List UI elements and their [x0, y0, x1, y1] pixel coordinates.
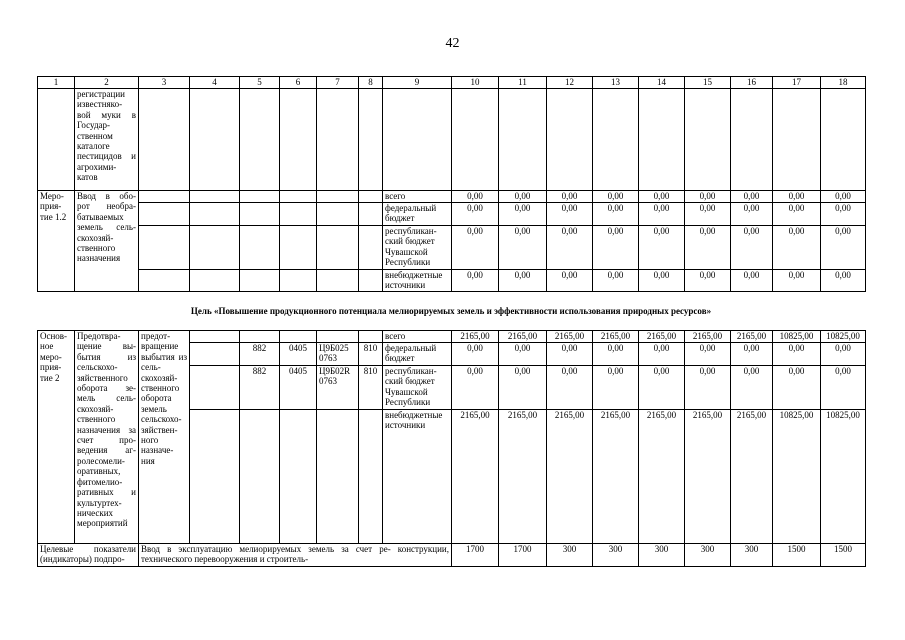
column-number: 17 — [773, 77, 821, 89]
table-cell — [190, 270, 240, 292]
table-cell — [139, 270, 190, 292]
expense-type: 810 — [359, 343, 383, 366]
value-cell: 10825,00 — [773, 410, 821, 544]
column-number: 14 — [639, 77, 685, 89]
value-cell: 10825,00 — [773, 331, 821, 343]
table-cell — [240, 191, 280, 203]
value-cell: 2165,00 — [685, 331, 731, 343]
table-cell — [139, 191, 190, 203]
table-cell — [359, 191, 383, 203]
column-number: 13 — [593, 77, 639, 89]
measure-name: Предотвра- щение вы- бытия из сельскохо- зяйственного оборота зе- мель сель- скохозяй- ственного назначения за счет про- ведения аг- ролесомели- оративных, фитомелио- ративных и культуртех- нических мероприятий — [75, 331, 139, 544]
table-cell — [317, 203, 359, 226]
value-cell: 2165,00 — [452, 331, 499, 343]
column-number: 1 — [38, 77, 75, 89]
value-cell: 2165,00 — [547, 410, 593, 544]
value-cell: 0,00 — [452, 343, 499, 366]
value-cell: 0,00 — [452, 203, 499, 226]
value-cell: 0,00 — [685, 226, 731, 270]
funding-source: федеральный бюджет — [383, 343, 452, 366]
table-cell — [190, 89, 240, 191]
value-cell: 0,00 — [593, 270, 639, 292]
indicator-value: 300 — [593, 544, 639, 567]
table-cell — [280, 89, 317, 191]
value-cell: 0,00 — [773, 203, 821, 226]
table-cell — [773, 89, 821, 191]
value-cell: 0,00 — [547, 270, 593, 292]
table-cell — [280, 226, 317, 270]
page-number: 42 — [445, 36, 460, 51]
indicator-value: 1500 — [773, 544, 821, 567]
section-code: 0405 — [280, 366, 317, 410]
table-cell — [821, 89, 866, 191]
table-cell — [317, 191, 359, 203]
table-cell — [452, 89, 499, 191]
column-number: 9 — [383, 77, 452, 89]
table-cell — [240, 203, 280, 226]
section-code — [280, 410, 317, 544]
table-cell — [731, 89, 773, 191]
table-cell — [190, 343, 240, 366]
table-cell — [547, 89, 593, 191]
value-cell: 0,00 — [639, 191, 685, 203]
table-cell — [359, 226, 383, 270]
admin-code: 882 — [240, 343, 280, 366]
table-cell — [240, 226, 280, 270]
expense-type: 810 — [359, 366, 383, 410]
value-cell: 0,00 — [593, 366, 639, 410]
value-cell: 2165,00 — [547, 331, 593, 343]
target-code — [317, 331, 359, 343]
value-cell: 0,00 — [499, 343, 547, 366]
table-cell — [139, 203, 190, 226]
measure-name-cont: регистрации известняко- вой муки в Государ- ственном каталоге пестицидов и агрохими- катов — [75, 89, 139, 191]
value-cell: 2165,00 — [731, 331, 773, 343]
value-cell: 0,00 — [547, 203, 593, 226]
table-cell — [359, 270, 383, 292]
table-cell — [190, 191, 240, 203]
value-cell: 0,00 — [547, 191, 593, 203]
value-cell: 0,00 — [685, 191, 731, 203]
column-number: 4 — [190, 77, 240, 89]
table-cell — [280, 270, 317, 292]
table-cell — [499, 89, 547, 191]
value-cell: 2165,00 — [452, 410, 499, 544]
table-cell — [685, 89, 731, 191]
target-code — [317, 410, 359, 544]
indicator-value: 300 — [547, 544, 593, 567]
funding-source: республикан- ский бюджет Чувашской Республики — [383, 226, 452, 270]
measure-name: Ввод в обо- рот необра- батываемых земель сель- скохозяй- ственного назначения — [75, 191, 139, 292]
table-cell — [190, 226, 240, 270]
value-cell: 0,00 — [821, 366, 866, 410]
value-cell: 0,00 — [639, 226, 685, 270]
value-cell: 2165,00 — [639, 410, 685, 544]
value-cell: 0,00 — [731, 366, 773, 410]
value-cell: 0,00 — [639, 270, 685, 292]
section-code: 0405 — [280, 343, 317, 366]
value-cell: 0,00 — [593, 343, 639, 366]
budget-table-top — [37, 76, 866, 292]
goal-line: Цель «Повышение продукционного потенциала мелиорируемых земель и эффективности использования природных ресурсов» — [190, 306, 712, 316]
indicator-value: 1700 — [499, 544, 547, 567]
expense-type — [359, 331, 383, 343]
value-cell: 2165,00 — [685, 410, 731, 544]
table-cell — [359, 203, 383, 226]
value-cell: 2165,00 — [731, 410, 773, 544]
value-cell: 0,00 — [452, 191, 499, 203]
value-cell: 0,00 — [499, 203, 547, 226]
value-cell: 0,00 — [731, 203, 773, 226]
funding-source: всего — [383, 191, 452, 203]
target-code: Ц9Б025 0763 — [317, 343, 359, 366]
value-cell: 0,00 — [773, 226, 821, 270]
table-cell — [190, 331, 240, 343]
value-cell: 0,00 — [593, 203, 639, 226]
measure-1-2-row — [38, 226, 866, 270]
value-cell: 0,00 — [639, 366, 685, 410]
measure-2-row — [38, 331, 866, 343]
indicator-value: 300 — [731, 544, 773, 567]
value-cell: 2165,00 — [639, 331, 685, 343]
funding-source: внебюджетные источники — [383, 270, 452, 292]
column-number: 18 — [821, 77, 866, 89]
measure-1-2-row — [38, 270, 866, 292]
value-cell: 0,00 — [593, 191, 639, 203]
value-cell: 0,00 — [685, 366, 731, 410]
indicators-text: Ввод в эксплуатацию мелиорируемых земель за счет ре- конструкции, технического перевооружения и строитель- — [139, 544, 452, 567]
value-cell: 0,00 — [452, 270, 499, 292]
column-number: 3 — [139, 77, 190, 89]
column-number: 7 — [317, 77, 359, 89]
column-number: 11 — [499, 77, 547, 89]
value-cell: 0,00 — [685, 203, 731, 226]
funding-source: всего — [383, 331, 452, 343]
table-cell — [38, 89, 75, 191]
admin-code: 882 — [240, 366, 280, 410]
value-cell: 0,00 — [499, 226, 547, 270]
indicators-row — [38, 544, 866, 567]
value-cell: 0,00 — [773, 270, 821, 292]
value-cell: 0,00 — [731, 226, 773, 270]
value-cell: 0,00 — [821, 343, 866, 366]
table-cell — [240, 89, 280, 191]
value-cell: 0,00 — [547, 343, 593, 366]
value-cell: 0,00 — [821, 203, 866, 226]
value-cell: 0,00 — [547, 366, 593, 410]
value-cell: 0,00 — [773, 366, 821, 410]
table-cell — [190, 410, 240, 544]
value-cell: 10825,00 — [821, 331, 866, 343]
value-cell: 0,00 — [452, 226, 499, 270]
budget-table-bottom — [37, 330, 866, 567]
admin-code — [240, 410, 280, 544]
target-code: Ц9Б02R 0763 — [317, 366, 359, 410]
expense-type — [359, 410, 383, 544]
funding-source: внебюджетные источники — [383, 410, 452, 544]
column-number: 10 — [452, 77, 499, 89]
indicator-value: 300 — [639, 544, 685, 567]
header-row — [38, 77, 866, 89]
value-cell: 0,00 — [773, 343, 821, 366]
value-cell: 2165,00 — [593, 410, 639, 544]
column-number: 12 — [547, 77, 593, 89]
measure-1-2-row — [38, 191, 866, 203]
measure-goal: предот- вращение выбытия из сель- скохозяй- ственного оборота земель сельскохо- зяйствен- ного назначе- ния — [139, 331, 190, 544]
value-cell: 0,00 — [452, 366, 499, 410]
table-cell — [317, 89, 359, 191]
value-cell: 0,00 — [639, 343, 685, 366]
value-cell: 0,00 — [499, 366, 547, 410]
table-cell — [240, 270, 280, 292]
measure-1-2-row — [38, 203, 866, 226]
value-cell: 0,00 — [685, 343, 731, 366]
table-cell — [359, 89, 383, 191]
value-cell: 0,00 — [731, 191, 773, 203]
continuation-row — [38, 89, 866, 191]
measure-code: Основ- ное меро- прия- тие 2 — [38, 331, 75, 544]
table-cell — [280, 203, 317, 226]
table-cell — [317, 226, 359, 270]
column-number: 2 — [75, 77, 139, 89]
column-number: 6 — [280, 77, 317, 89]
value-cell: 0,00 — [593, 226, 639, 270]
indicators-label: Целевые показатели (индикаторы) подпро- — [38, 544, 139, 567]
indicator-value: 300 — [685, 544, 731, 567]
indicator-value: 1500 — [821, 544, 866, 567]
table-cell — [190, 203, 240, 226]
value-cell: 0,00 — [639, 203, 685, 226]
table-cell — [280, 191, 317, 203]
table-cell — [139, 226, 190, 270]
value-cell: 2165,00 — [593, 331, 639, 343]
admin-code — [240, 331, 280, 343]
table-cell — [383, 89, 452, 191]
value-cell: 0,00 — [685, 270, 731, 292]
value-cell: 2165,00 — [499, 331, 547, 343]
value-cell: 0,00 — [821, 191, 866, 203]
value-cell: 0,00 — [821, 270, 866, 292]
table-cell — [190, 366, 240, 410]
section-code — [280, 331, 317, 343]
value-cell: 2165,00 — [499, 410, 547, 544]
value-cell: 0,00 — [731, 343, 773, 366]
value-cell: 0,00 — [773, 191, 821, 203]
value-cell: 0,00 — [731, 270, 773, 292]
funding-source: республикан- ский бюджет Чувашской Республики — [383, 366, 452, 410]
table-cell — [317, 270, 359, 292]
column-number: 16 — [731, 77, 773, 89]
column-number: 8 — [359, 77, 383, 89]
table-cell — [593, 89, 639, 191]
table-cell — [639, 89, 685, 191]
measure-code: Меро- прия- тие 1.2 — [38, 191, 75, 292]
value-cell: 0,00 — [499, 270, 547, 292]
value-cell: 0,00 — [499, 191, 547, 203]
value-cell: 0,00 — [547, 226, 593, 270]
value-cell: 0,00 — [821, 226, 866, 270]
column-number: 15 — [685, 77, 731, 89]
value-cell: 10825,00 — [821, 410, 866, 544]
funding-source: федеральный бюджет — [383, 203, 452, 226]
column-number: 5 — [240, 77, 280, 89]
indicator-value: 1700 — [452, 544, 499, 567]
table-cell — [139, 89, 190, 191]
